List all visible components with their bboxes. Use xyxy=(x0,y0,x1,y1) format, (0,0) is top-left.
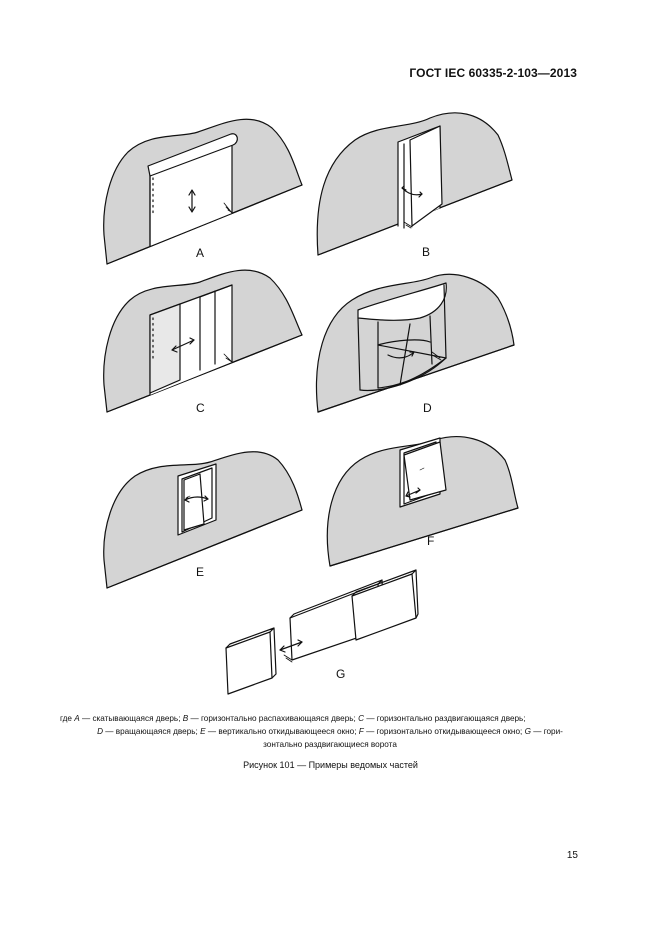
legend-key-f: F xyxy=(358,727,364,736)
figure-f-window xyxy=(327,437,518,566)
legend-key-e: E xyxy=(200,727,206,736)
figure-label-e: E xyxy=(196,565,205,579)
legend-key-a: A xyxy=(74,714,80,723)
legend-text-c: — горизонтально раздвигающаяся дверь; xyxy=(366,714,526,723)
figure-label-g: G xyxy=(336,667,346,681)
figure-b-hinged-door xyxy=(317,113,512,255)
legend-text-b: — горизонтально распахивающаяся дверь; xyxy=(190,714,356,723)
legend-tail: зонтально раздвигающиеся ворота xyxy=(263,740,397,749)
figure-legend xyxy=(60,712,600,751)
legend-key-g: G xyxy=(524,727,531,736)
figure-label-c: C xyxy=(196,401,205,415)
legend-line-1 xyxy=(60,712,600,725)
legend-line-2 xyxy=(97,727,563,736)
figure-label-f: F xyxy=(427,534,435,548)
figure-d-revolving-door xyxy=(316,274,514,412)
figure-label-a: A xyxy=(196,246,205,260)
legend-key-c: C xyxy=(358,714,365,723)
figure-caption: Рисунок 101 — Примеры ведомых частей xyxy=(243,760,418,770)
figure-label-b: B xyxy=(422,245,431,259)
legend-key-d: D xyxy=(97,727,103,736)
figure-a-roller-door xyxy=(104,119,302,264)
legend-text-a: — скатывающаяся дверь; xyxy=(81,714,181,723)
legend-prefix: где xyxy=(60,714,72,723)
figure-label-d: D xyxy=(423,401,432,415)
legend-key-b: B xyxy=(182,714,189,723)
legend-text-f: — горизонтально откидывающееся окно; xyxy=(366,727,523,736)
page-number: 15 xyxy=(566,850,578,861)
legend-text-e: — вертикально откидывающееся окно; xyxy=(207,727,357,736)
document-header: ГОСТ IEC 60335-2-103—2013 xyxy=(409,66,577,80)
figure-c-sliding-door xyxy=(104,270,302,412)
legend-text-g: — гори- xyxy=(533,727,563,736)
legend-text-d: — вращающаяся дверь; xyxy=(105,727,198,736)
figure-g-sliding-gate xyxy=(226,570,418,694)
